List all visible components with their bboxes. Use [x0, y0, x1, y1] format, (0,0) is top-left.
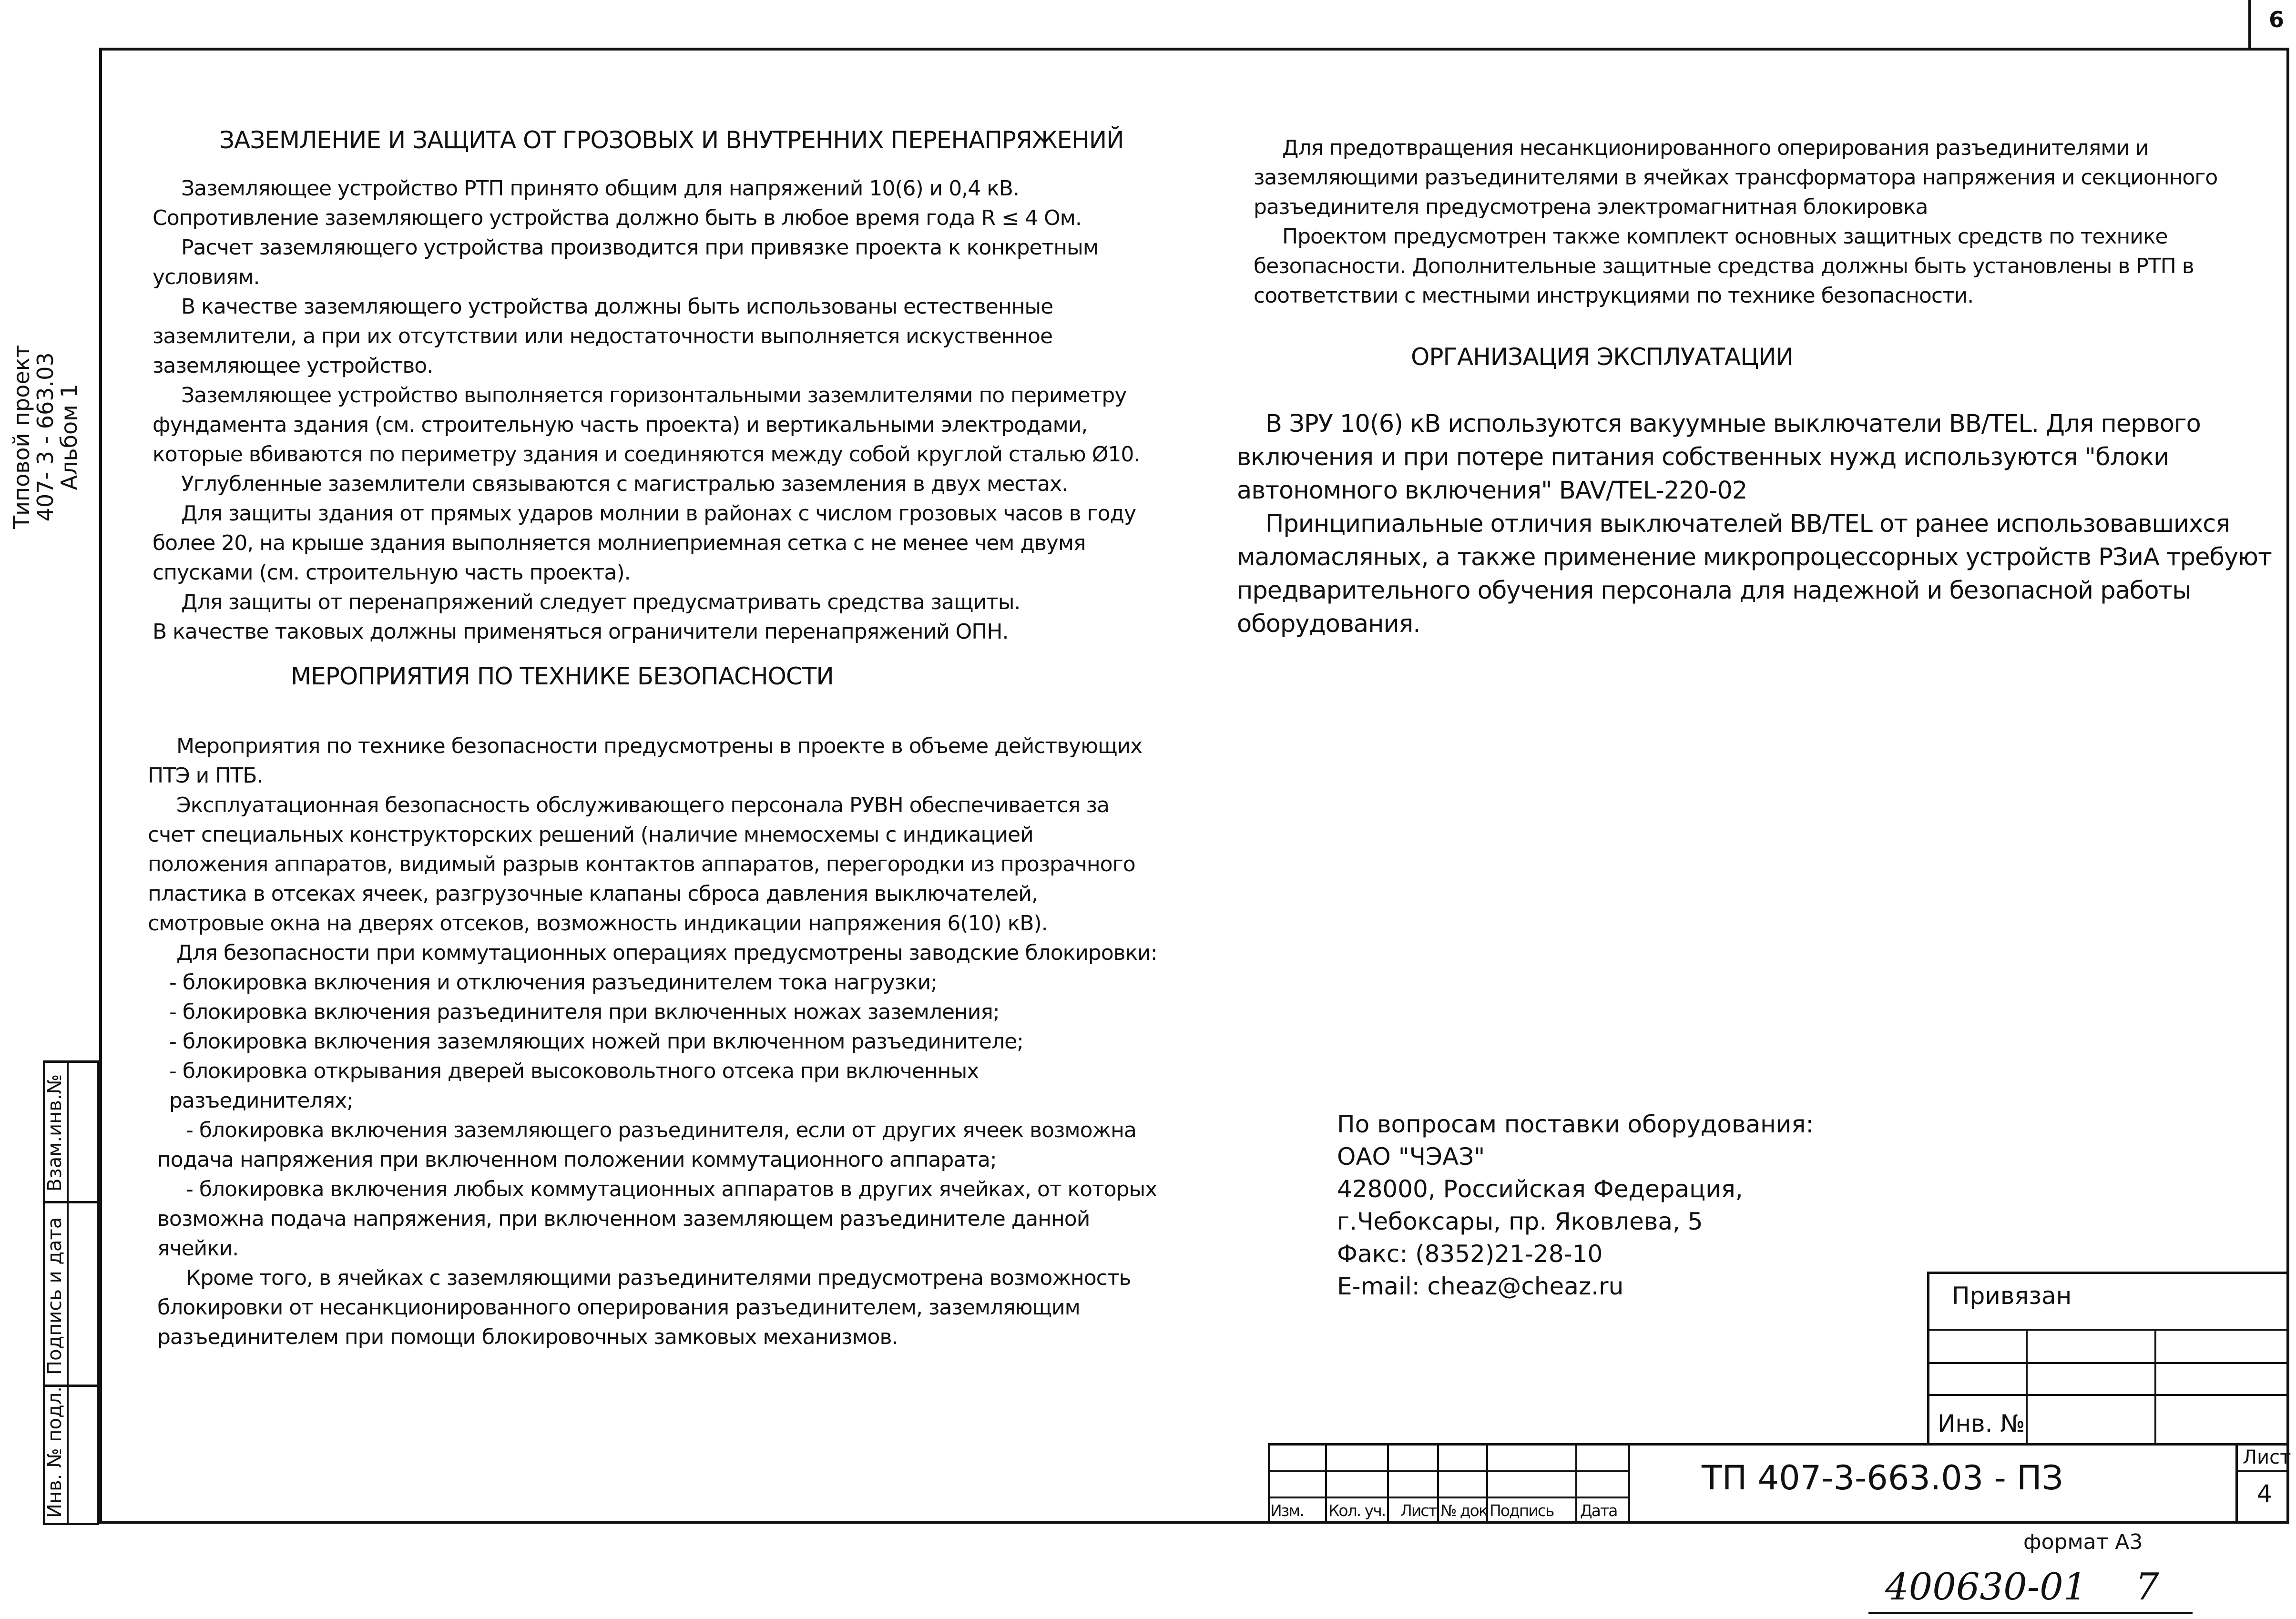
stamp-col-line [1387, 1443, 1389, 1524]
sidebar-project-line1: Типовой проект [9, 345, 34, 529]
paragraph: Принципиальные отличия выключателей ВВ/TEL от ранее использовавшихся маломасляных, а также применение микропроцессорных устройств РЗиА требуют предварительного обучения персонала для надежной и безопасной работы оборудования. [1237, 510, 2272, 638]
linked-row-line [1927, 1362, 2289, 1364]
list-item: - блокировка включения любых коммутационных аппаратов в других ячейках, от которых возможна подача напряжения, при включенном заземляющем разъединителе данной ячейки. [157, 1177, 1157, 1261]
stamp-row-line [1268, 1497, 1628, 1498]
col-sheet: Лист [1400, 1501, 1437, 1520]
handwritten-page: 7 [2135, 1566, 2159, 1609]
section-safety-body [148, 732, 1158, 1352]
stamp-col-line [1628, 1443, 1630, 1524]
section-grounding-body [153, 174, 1168, 647]
paragraph: Для предотвращения несанкционированного оперирования разъединителями и заземляющими разъединителями в ячейках трансформатора напряжения и секционного разъединителя предусмотрена электромагнитная блокировка [1254, 136, 2218, 219]
linked-label: Привязан [1952, 1282, 2072, 1310]
col-change: Изм. [1270, 1501, 1304, 1520]
paragraph: Заземляющее устройство РТП принято общим для напряжений 10(6) и 0,4 кВ. Сопротивление заземляющего устройства должно быть в любое время года R ≤ 4 Ом. [153, 176, 1082, 230]
sidebar-project-line3: Альбом 1 [56, 384, 82, 490]
contact-company: ОАО "ЧЭАЗ" [1337, 1143, 1485, 1171]
paragraph: Для безопасности при коммутационных операциях предусмотрены заводские блокировки: [176, 941, 1157, 965]
stamp-col-line [1325, 1443, 1327, 1524]
paragraph: В качестве таковых должны применяться ограничители перенапряжений ОПН. [153, 620, 1009, 644]
contact-heading: По вопросам поставки оборудования: [1337, 1110, 1814, 1138]
handwritten-underline [1868, 1612, 2193, 1614]
stamp-row-line [1268, 1470, 1628, 1472]
contact-city: г.Чебоксары, пр. Яковлева, 5 [1337, 1208, 1703, 1235]
linked-row-line [1927, 1394, 2289, 1396]
handwritten-inventory-number: 400630-01 [1885, 1566, 2087, 1609]
list-item: - блокировка включения и отключения разъединителем тока нагрузки; [169, 970, 938, 995]
paragraph: Эксплуатационная безопасность обслуживающего персонала РУВН обеспечивается за счет специальных конструкторских решений (наличие мнемосхемы с индикацией положения аппаратов, видимый разрыв контактов аппаратов, перегородки из прозрачного пластика в отсеках ячеек, разгрузочные клапаны сброса давления выключателей, смотровые окна на дверях отсеков, возможность индикации напряжения 6(10) кВ). [148, 793, 1135, 936]
paragraph: Проектом предусмотрен также комплект основных защитных средств по технике безопасности. Дополнительные защитные средства должны быть установлены в РТП в соответствии с местными инструкциями по технике безопасности. [1254, 224, 2194, 308]
contact-address: 428000, Российская Федерация, [1337, 1175, 1743, 1203]
col-date: Дата [1580, 1501, 1617, 1520]
paragraph: Кроме того, в ячейках с заземляющими разъединителями предусмотрена возможность блокировки от несанкционированного оперирования разъединителем, заземляющим разъединителем при помощи блокировочных замковых механизмов. [157, 1266, 1131, 1349]
section-grounding-title: ЗАЗЕМЛЕНИЕ И ЗАЩИТА ОТ ГРОЗОВЫХ И ВНУТРЕННИХ ПЕРЕНАПРЯЖЕНИЙ [219, 126, 1124, 154]
list-item: - блокировка включения разъединителя при включенных ножах заземления; [169, 1000, 1000, 1024]
stamp-signature-date: Подпись и дата [44, 1217, 66, 1375]
list-item: - блокировка включения заземляющих ножей при включенном разъединителе; [169, 1029, 1023, 1054]
paragraph: Для защиты здания от прямых ударов молнии в районах с числом грозовых часов в году более 20, на крыше здания выполняется молниеприемная сетка с не менее чем двумя спусками (см. строительную часть проекта). [153, 501, 1136, 585]
sidebar-project-title [10, 345, 81, 529]
stamp-col-line [1575, 1443, 1577, 1524]
stamp-original-inv: Инв. № подл. [44, 1386, 66, 1518]
col-doc-number: № док [1440, 1501, 1487, 1520]
paragraph: В качестве заземляющего устройства должны быть использованы естественные заземлители, а при их отсутствии или недостаточности выполняется искуственное заземляющее устройство. [153, 295, 1053, 378]
list-item: - блокировка включения заземляющего разъединителя, если от других ячеек возможна подача напряжения при включенном положении коммутационного аппарата; [157, 1118, 1136, 1172]
contact-fax: Факс: (8352)21-28-10 [1337, 1240, 1603, 1268]
stamp-col-line [1437, 1443, 1439, 1524]
section-operation-title: ОРГАНИЗАЦИЯ ЭКСПЛУАТАЦИИ [1411, 343, 1793, 371]
sheet-row-line [2235, 1470, 2289, 1472]
stamp-replace-inv: Взам.инв.№ [44, 1074, 66, 1191]
paragraph: Мероприятия по технике безопасности предусмотрены в проекте в объеме действующих ПТЭ и ПТБ. [148, 734, 1143, 788]
document-code: ТП 407-3-663.03 - ПЗ [1702, 1458, 2063, 1497]
sheet-number: 4 [2257, 1480, 2272, 1507]
sidebar-project-line2: 407- 3 - 663.03 [32, 352, 58, 522]
contact-email: E-mail: cheaz@cheaz.ru [1337, 1273, 1624, 1300]
paragraph: Углубленные заземлители связываются с магистралью заземления в двух местах. [181, 472, 1068, 496]
section-interlock-body [1254, 133, 2278, 311]
format-label: формат А3 [2023, 1530, 2143, 1554]
page-number-divider [2248, 0, 2251, 48]
paragraph: В ЗРУ 10(6) кВ используются вакуумные выключатели ВВ/TEL. Для первого включения и при потере питания собственных нужд используются "блоки автономного включения" BAV/TEL-220-02 [1237, 410, 2201, 505]
section-operation-body [1237, 407, 2276, 641]
col-signature: Подпись [1490, 1501, 1554, 1520]
paragraph: Расчет заземляющего устройства производится при привязке проекта к конкретным условиям. [153, 235, 1098, 289]
supplier-contact [1337, 1108, 1814, 1303]
linked-row-line [1927, 1329, 2289, 1331]
col-count: Кол. уч. [1328, 1501, 1386, 1520]
sheet-label: Лист [2243, 1446, 2291, 1468]
list-item: - блокировка открывания дверей высоковольтного отсека при включенных разъединителях; [169, 1059, 979, 1113]
sidebar-stamp-sep1 [43, 1201, 99, 1203]
sheet-col-line [2235, 1443, 2238, 1524]
page-number: 6 [2269, 7, 2285, 32]
inventory-label: Инв. № [1938, 1410, 2025, 1437]
section-safety-title: МЕРОПРИЯТИЯ ПО ТЕХНИКЕ БЕЗОПАСНОСТИ [291, 662, 834, 690]
linked-col-line [2154, 1329, 2156, 1443]
linked-col-line [2026, 1329, 2028, 1443]
paragraph: Заземляющее устройство выполняется горизонтальными заземлителями по периметру фундамента здания (см. строительную часть проекта) и вертикальными электродами, которые вбиваются по периметру здания и соединяются между собой круглой сталью Ø10. [153, 383, 1140, 467]
sidebar-stamp-divider [67, 1060, 69, 1525]
paragraph: Для защиты от перенапряжений следует предусматривать средства защиты. [181, 590, 1020, 614]
